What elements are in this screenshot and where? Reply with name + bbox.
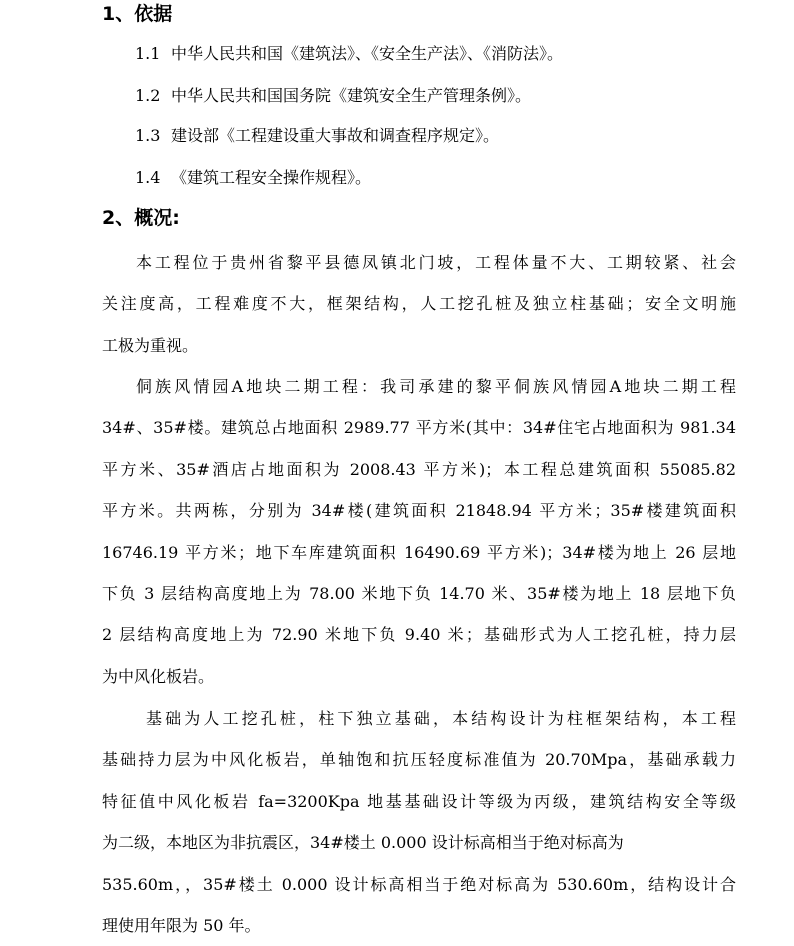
- paragraph-line: 535.60m，，35#楼土 0.000 设计标高相当于绝对标高为 530.60m，结构设计合: [102, 874, 736, 894]
- basis-item-3: [135, 124, 499, 148]
- section-heading-overview: 2、概况:: [102, 207, 180, 229]
- paragraph-line: 基础为人工挖孔桩，柱下独立基础，本结构设计为柱框架结构，本工程: [146, 709, 736, 728]
- paragraph-line: 基础持力层为中风化板岩，单轴饱和抗压轻度标准值为 20.70Mpa，基础承载力: [102, 750, 736, 770]
- paragraph-line: 工极为重视。: [102, 335, 199, 355]
- item-text: 中华人民共和国国务院《建筑安全生产管理条例》。: [171, 86, 532, 105]
- paragraph-line: 为二级，本地区为非抗震区，34#楼土 0.000 设计标高相当于绝对标高为: [102, 833, 624, 853]
- paragraph-line: 特征值中风化板岩 fa=3200Kpa 地基基础设计等级为丙级，建筑结构安全等级: [102, 791, 736, 811]
- overview-paragraph-1: [102, 242, 736, 366]
- paragraph-line: 为中风化板岩。: [102, 666, 215, 686]
- item-number: 1.1: [135, 44, 161, 63]
- paragraph-line: 平方米、35#酒店占地面积为 2008.43 平方米)；本工程总建筑面积 55085.82: [102, 459, 736, 479]
- item-number: 1.2: [135, 86, 161, 105]
- basis-item-4: [135, 166, 371, 190]
- paragraph-line: 34#、35#楼。建筑总占地面积 2989.77 平方米(其中：34#住宅占地面积为 981.34: [102, 418, 736, 438]
- paragraph-line: 下负 3 层结构高度地上为 78.00 米地下负 14.70 米、35#楼为地上 18 层地下负: [102, 584, 736, 604]
- paragraph-line: 本工程位于贵州省黎平县德凤镇北门坡，工程体量不大、工期较紧、社会: [136, 253, 736, 272]
- basis-item-2: [135, 84, 531, 108]
- paragraph-line: 侗族风情园A地块二期工程：我司承建的黎平侗族风情园A地块二期工程: [136, 377, 736, 396]
- paragraph-line: 平方米。共两栋，分别为 34#楼(建筑面积 21848.94 平方米；35#楼建筑面积: [102, 501, 736, 521]
- item-text: 建设部《工程建设重大事故和调查程序规定》。: [171, 126, 500, 145]
- paragraph-line: 16746.19 平方米；地下车库建筑面积 16490.69 平方米)；34#楼为地上 26 层地: [102, 542, 736, 562]
- item-text: 《建筑工程安全操作规程》。: [171, 168, 372, 187]
- overview-paragraph-2: [102, 366, 736, 697]
- overview-paragraph-3: [102, 698, 736, 946]
- basis-item-1: [135, 42, 563, 66]
- paragraph-line: 关注度高，工程难度不大，框架结构，人工挖孔桩及独立柱基础；安全文明施: [102, 294, 736, 314]
- paragraph-line: 理使用年限为 50 年。: [102, 916, 261, 936]
- section-heading-basis: 1、依据: [102, 3, 173, 25]
- item-number: 1.4: [135, 168, 161, 187]
- item-number: 1.3: [135, 126, 161, 145]
- paragraph-line: 2 层结构高度地上为 72.90 米地下负 9.40 米；基础形式为人工挖孔桩，持力层: [102, 625, 736, 645]
- item-text: 中华人民共和国《建筑法》、《安全生产法》、《消防法》。: [171, 44, 564, 63]
